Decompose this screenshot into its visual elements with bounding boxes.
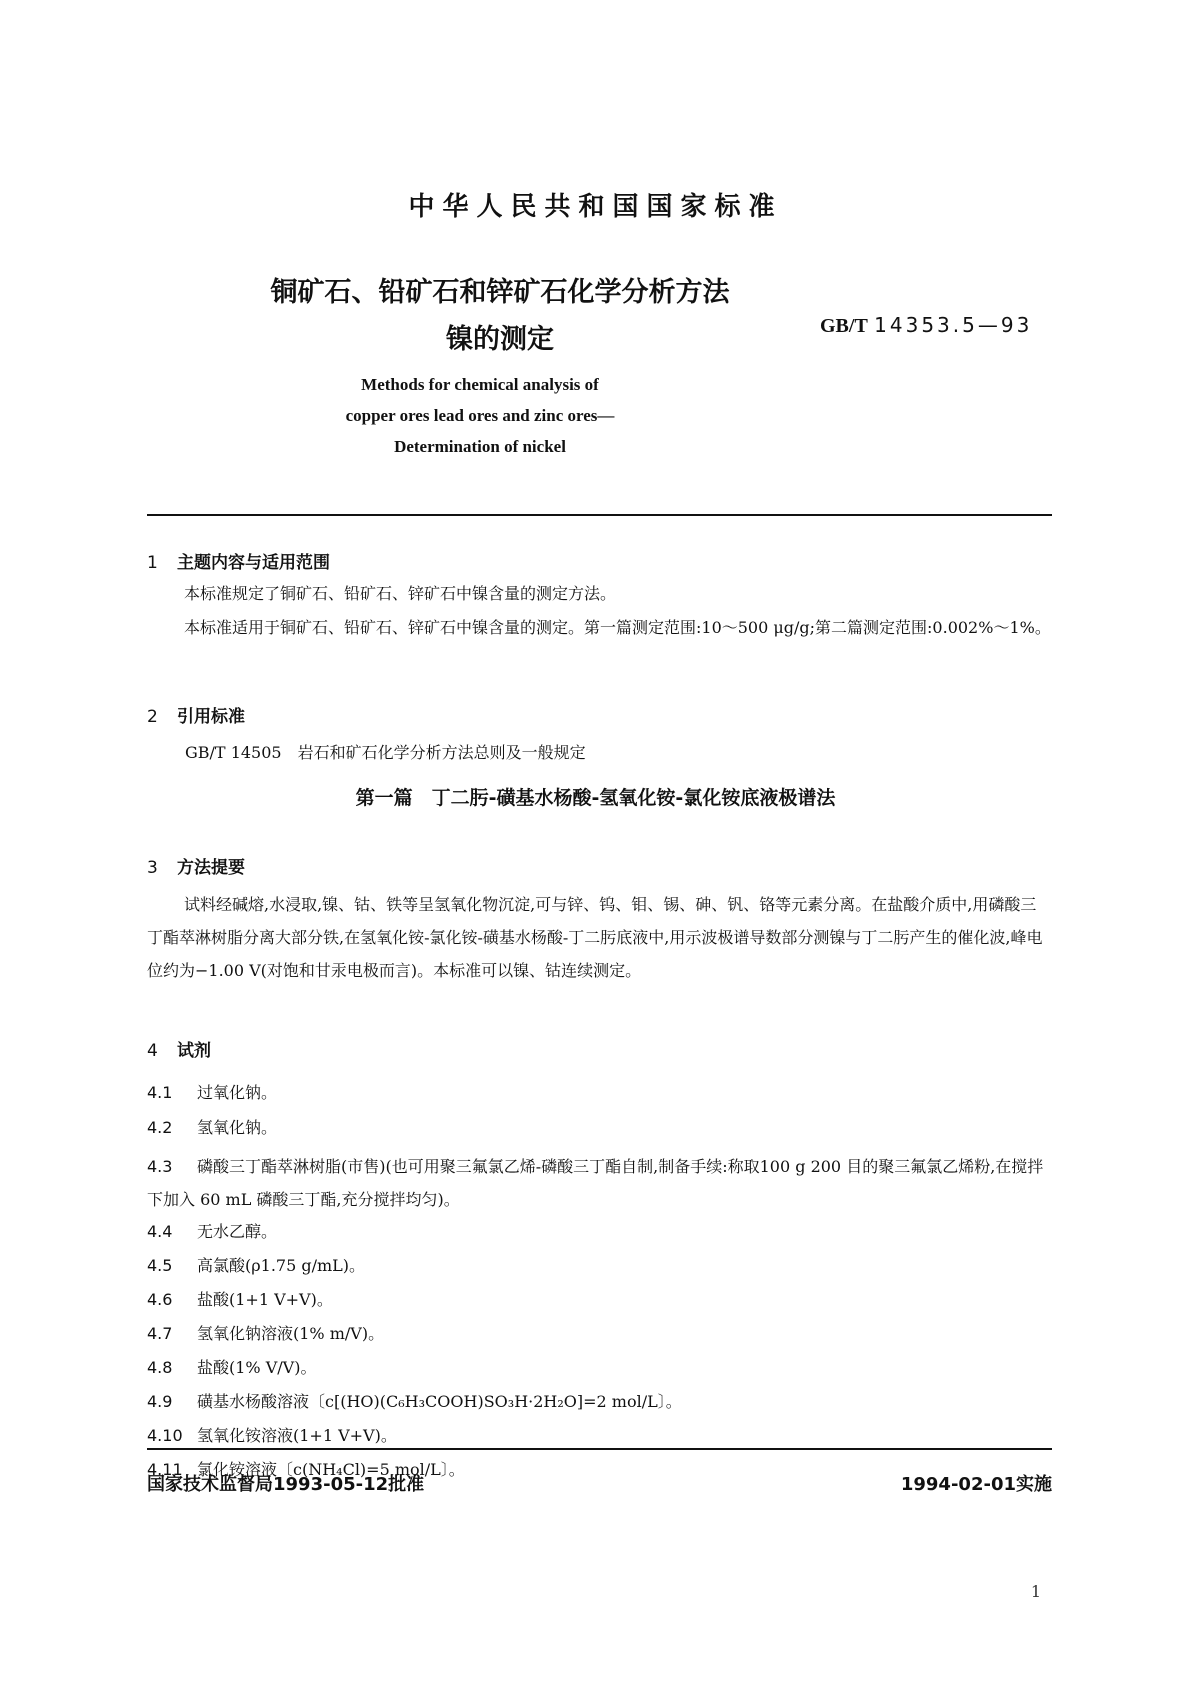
section-heading bbox=[147, 702, 245, 727]
reagent-item bbox=[147, 1253, 365, 1276]
standard-number bbox=[820, 313, 1032, 338]
section-title: 引用标准 bbox=[177, 707, 245, 727]
item-number: 4.4 bbox=[147, 1222, 173, 1241]
paragraph: 本标准规定了铜矿石、铅矿石、锌矿石中镍含量的测定方法。 bbox=[184, 584, 617, 603]
paragraph: 本标准适用于铜矿石、铅矿石、锌矿石中镍含量的测定。第一篇测定范围:10～500 μg/g;第二篇测定范围:0.002%～1%。 bbox=[184, 618, 1051, 637]
section-heading bbox=[147, 853, 245, 878]
standard-prefix: GB/T bbox=[820, 315, 868, 337]
approval-note: 国家技术监督局1993-05-12批准 bbox=[147, 1474, 425, 1495]
item-number: 4.3 bbox=[147, 1157, 173, 1176]
reagent-item bbox=[147, 1389, 682, 1412]
reagent-item bbox=[147, 1355, 316, 1378]
national-standard-heading: 中华人民共和国国家标准 bbox=[408, 192, 783, 222]
item-number: 4.1 bbox=[147, 1083, 173, 1102]
section-title: 主题内容与适用范围 bbox=[177, 553, 330, 573]
bottom-divider bbox=[147, 1448, 1052, 1450]
item-number: 4.11 bbox=[147, 1460, 183, 1479]
referenced-standard: GB/T 14505 岩石和矿石化学分析方法总则及一般规定 bbox=[185, 743, 586, 762]
english-title-line: Methods for chemical analysis of bbox=[361, 375, 599, 394]
section-number: 2 bbox=[147, 707, 158, 727]
section-number: 4 bbox=[147, 1041, 158, 1061]
section-title: 方法提要 bbox=[177, 858, 245, 878]
item-number: 4.10 bbox=[147, 1426, 183, 1445]
item-number: 4.7 bbox=[147, 1324, 173, 1343]
reagent-item bbox=[147, 1321, 384, 1344]
item-text: 氢氧化钠溶液(1% m/V)。 bbox=[197, 1324, 385, 1343]
item-number: 4.8 bbox=[147, 1358, 173, 1377]
item-text: 盐酸(1+1 V+V)。 bbox=[197, 1290, 333, 1309]
item-text: 高氯酸(ρ1.75 g/mL)。 bbox=[197, 1256, 366, 1275]
section-heading bbox=[147, 1036, 211, 1061]
item-text: 无水乙醇。 bbox=[197, 1222, 278, 1241]
document-subtitle: 镍的测定 bbox=[446, 324, 554, 355]
english-title-line: Determination of nickel bbox=[394, 437, 566, 456]
reagent-item bbox=[147, 1423, 397, 1446]
part-title: 第一篇 丁二肟-磺基水杨酸-氢氧化铵-氯化铵底液极谱法 bbox=[355, 787, 836, 809]
item-number: 4.5 bbox=[147, 1256, 173, 1275]
section-heading bbox=[147, 548, 330, 573]
standard-code: 14353.5—93 bbox=[874, 313, 1033, 337]
item-text: 盐酸(1% V/V)。 bbox=[197, 1358, 317, 1377]
reagent-item bbox=[147, 1080, 277, 1103]
english-title-line: copper ores lead ores and zinc ores— bbox=[345, 406, 615, 425]
item-text: 氢氧化钠。 bbox=[197, 1118, 278, 1137]
item-text: 氢氧化铵溶液(1+1 V+V)。 bbox=[197, 1426, 397, 1445]
section-title: 试剂 bbox=[177, 1041, 211, 1061]
reagent-item bbox=[147, 1219, 277, 1242]
item-text: 磷酸三丁酯萃淋树脂(市售)(也可用聚三氟氯乙烯-磷酸三丁酯自制,制备手续:称取100 g 200 目的聚三氟氯乙烯粉,在搅拌下加入 60 mL 磷酸三丁酯,充分搅拌均匀)。 bbox=[147, 1157, 1044, 1209]
item-number: 4.9 bbox=[147, 1392, 173, 1411]
reagent-item bbox=[147, 1115, 277, 1138]
top-divider bbox=[147, 514, 1052, 516]
reagent-item bbox=[147, 1150, 1052, 1216]
document-title: 铜矿石、铅矿石和锌矿石化学分析方法 bbox=[270, 277, 730, 308]
item-text: 氯化铵溶液〔c(NH₄Cl)=5 mol/L〕。 bbox=[197, 1460, 465, 1479]
page-number: 1 bbox=[1030, 1582, 1041, 1601]
item-number: 4.2 bbox=[147, 1118, 173, 1137]
section-number: 3 bbox=[147, 858, 158, 878]
item-text: 磺基水杨酸溶液〔c[(HO)(C₆H₃COOH)SO₃H·2H₂O]=2 mol/L〕。 bbox=[197, 1392, 682, 1411]
item-number: 4.6 bbox=[147, 1290, 173, 1309]
reagent-item bbox=[147, 1287, 333, 1310]
section-number: 1 bbox=[147, 553, 158, 573]
item-text: 过氧化钠。 bbox=[197, 1083, 278, 1102]
paragraph: 试料经碱熔,水浸取,镍、钴、铁等呈氢氧化物沉淀,可与锌、钨、钼、锡、砷、钒、铬等元素分离。在盐酸介质中,用磷酸三丁酯萃淋树脂分离大部分铁,在氢氧化铵-氯化铵-磺基水杨酸-丁二肟底液中,用示波极谱导数部分测镍与丁二肟产生的催化波,峰电位约为−1.00 V(对饱和甘汞电极而言)。本标准可以镍、钴连续测定。 bbox=[147, 895, 1043, 980]
implementation-date: 1994-02-01实施 bbox=[900, 1474, 1052, 1495]
